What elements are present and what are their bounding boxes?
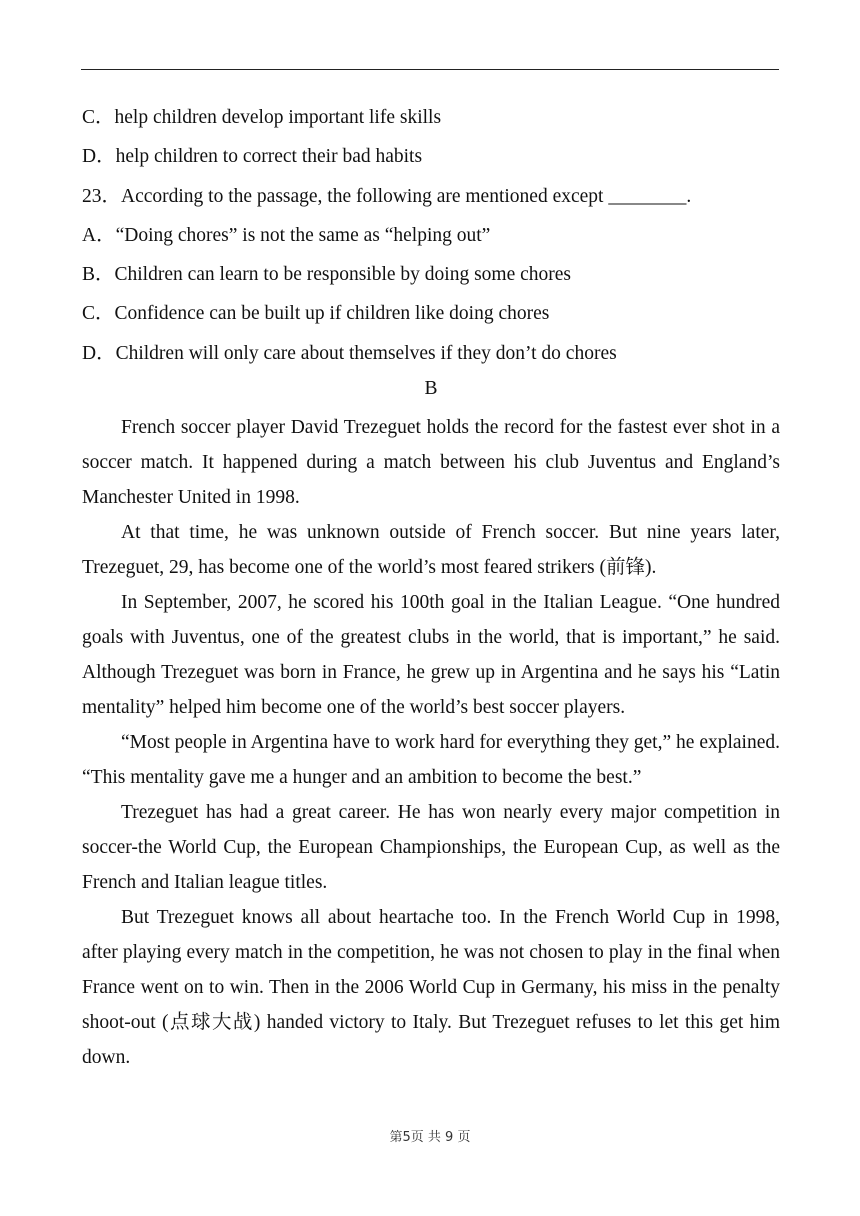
option-a-q23: A．“Doing chores” is not the same as “helping out” — [82, 224, 491, 246]
passage-paragraph: Trezeguet has had a great career. He has won nearly every major competition in soccer-the World Cup, the European Championships, the European Cup, as well as the French and Italian league titles. — [82, 802, 780, 894]
option-c-q22: C．help children develop important life skills — [82, 107, 442, 128]
option-b-q23: B．Children can learn to be responsible by doing some chores — [82, 264, 572, 286]
page-footer: 第5页 共 9 页 — [389, 1130, 471, 1145]
header-rule — [81, 69, 779, 70]
passage-paragraph: French soccer player David Trezeguet holds the record for the fastest ever shot in a soccer match. It happened during a match between his club Juventus and England’s Manchester United in 1998. — [82, 417, 780, 509]
option-d-q23: D．Children will only care about themselves if they don’t do chores — [82, 342, 617, 364]
passage-paragraph: “Most people in Argentina have to work hard for everything they get,” he explained. “This mentality gave me a hunger and an ambition to become the best.” — [82, 732, 780, 789]
passage-paragraph: At that time, he was unknown outside of French soccer. But nine years later, Trezeguet, 29, has become one of the world’s most feared strikers (前锋). — [82, 522, 780, 579]
option-c-q23: C．Confidence can be built up if children like doing chores — [82, 303, 550, 325]
option-d-q22: D．help children to correct their bad habits — [82, 146, 423, 168]
passage-paragraph: But Trezeguet knows all about heartache too. In the French World Cup in 1998, after playing every match in the competition, he was not chosen to play in the final when France went on to win. Then in the 2006 World Cup in Germany, his miss in the penalty shoot-out (点球大战) handed victory to Italy. But Trezeguet refuses to let this get him down. — [82, 907, 780, 1069]
question-23-stem: 23．According to the passage, the following are mentioned except ________. — [82, 185, 692, 207]
section-label: B — [424, 378, 438, 400]
passage-paragraph: In September, 2007, he scored his 100th goal in the Italian League. “One hundred goals with Juventus, one of the greatest clubs in the world, that is important,” he said. Although Trezeguet was born in France, he grew up in Argentina and he says his “Latin mentality” helped him become one of the world’s best soccer players. — [82, 592, 780, 719]
document-body — [82, 101, 780, 1075]
